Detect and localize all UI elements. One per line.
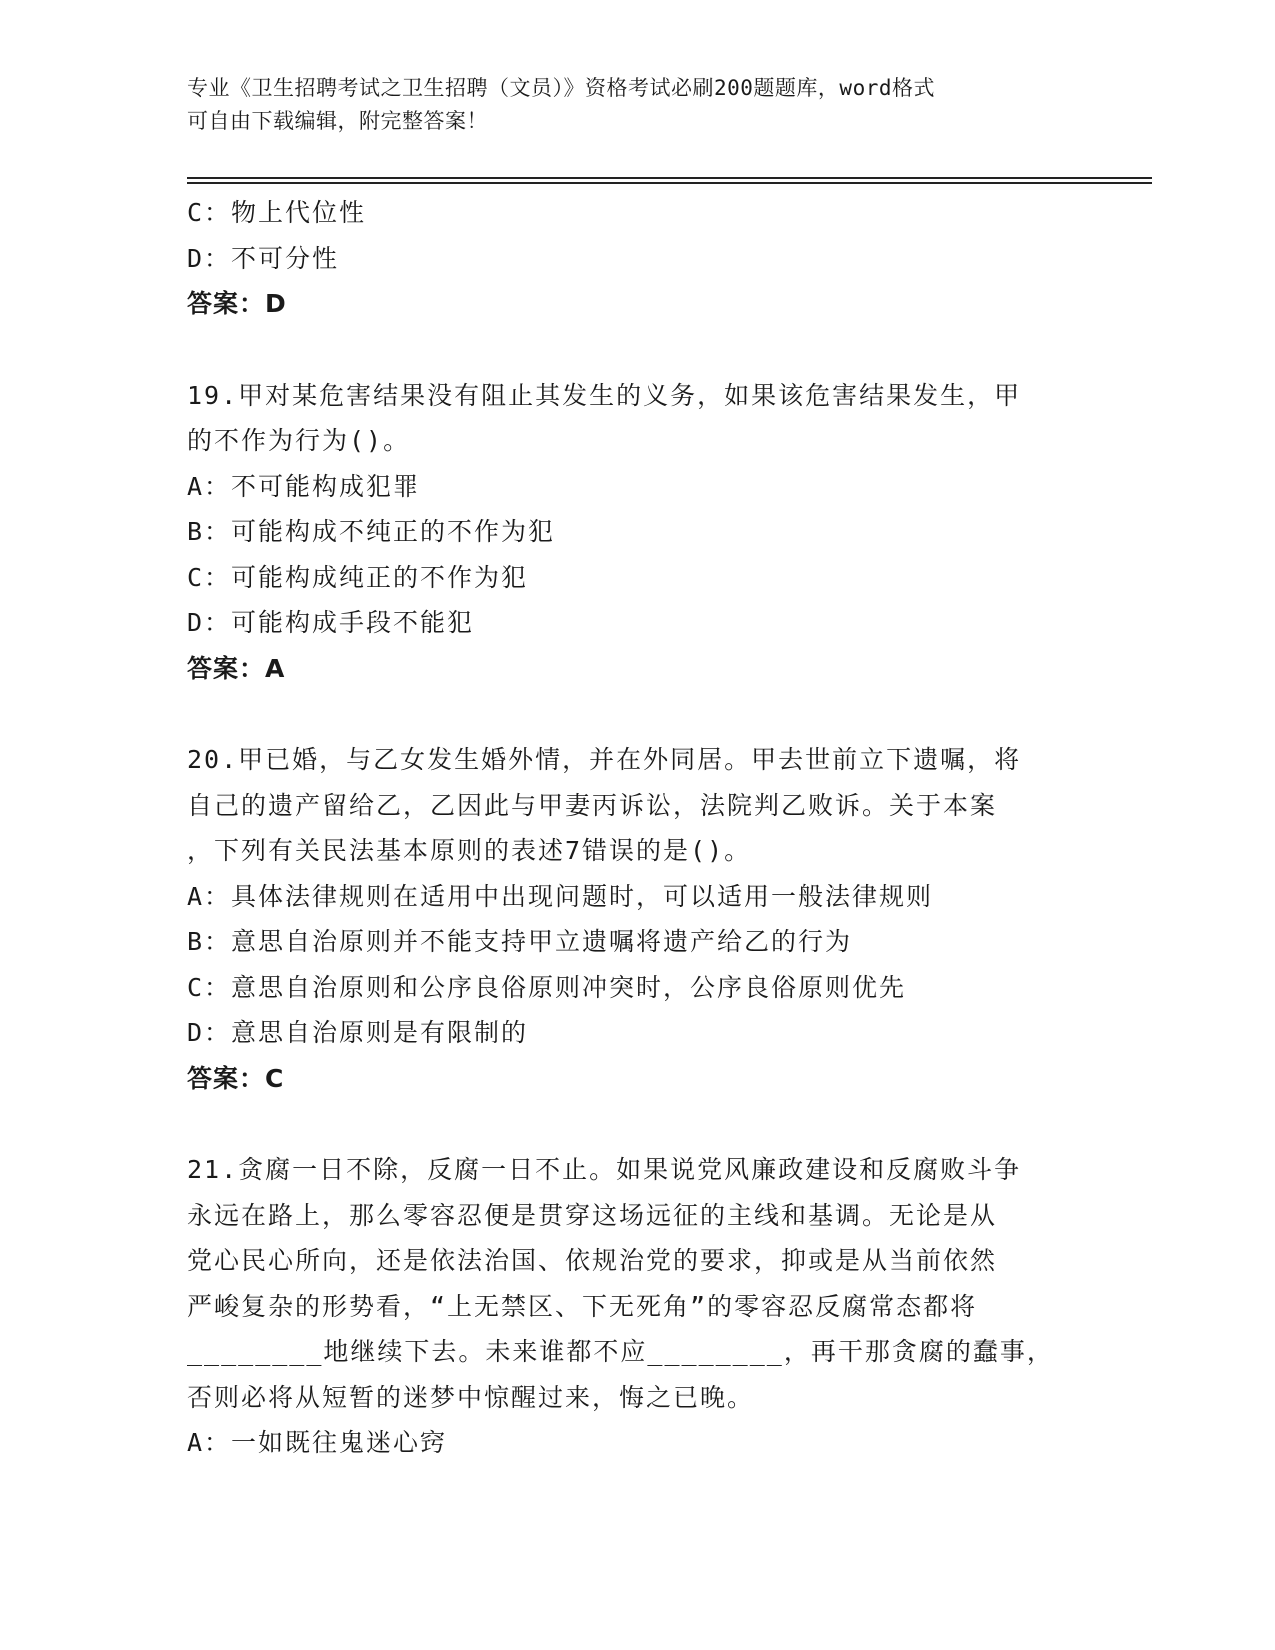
document-body bbox=[187, 190, 1067, 1466]
question-text: 自己的遗产留给乙，乙因此与甲妻丙诉讼，法院判乙败诉。关于本案 bbox=[187, 790, 998, 820]
header-line-2: 可自由下载编辑，附完整答案！ bbox=[187, 109, 488, 133]
option-a: A：具体法律规则在适用中出现问题时，可以适用一般法律规则 bbox=[187, 881, 934, 911]
answer: 答案：C bbox=[187, 1063, 285, 1093]
option-c: C：物上代位性 bbox=[187, 198, 367, 227]
option-a: A：一如既往鬼迷心窍 bbox=[187, 1428, 448, 1457]
option-b: B：可能构成不纯正的不作为犯 bbox=[187, 517, 556, 546]
question-text: 否则必将从短暂的迷梦中惊醒过来，悔之已晚。 bbox=[187, 1382, 755, 1412]
question-text: 的不作为行为()。 bbox=[187, 426, 411, 455]
option-a: A：不可能构成犯罪 bbox=[187, 471, 421, 501]
option-d: D：意思自治原则是有限制的 bbox=[187, 1018, 529, 1047]
question-text: 永远在路上，那么零容忍便是贯穿这场远征的主线和基调。无论是从 bbox=[187, 1200, 998, 1230]
question-text: ，下列有关民法基本原则的表述7错误的是()。 bbox=[187, 836, 752, 865]
header-divider-top bbox=[187, 177, 1152, 179]
option-c: C：可能构成纯正的不作为犯 bbox=[187, 562, 529, 592]
answer: 答案：A bbox=[187, 653, 286, 683]
option-d: D：不可分性 bbox=[187, 243, 340, 273]
previous-question-tail bbox=[187, 190, 1067, 327]
header-divider-bottom bbox=[187, 182, 1152, 184]
question-text: 严峻复杂的形势看，“上无禁区、下无死角”的零容忍反腐常态都将 bbox=[187, 1291, 978, 1321]
question-text: 21.贪腐一日不除，反腐一日不止。如果说党风廉政建设和反腐败斗争 bbox=[187, 1155, 1022, 1184]
option-b: B：意思自治原则并不能支持甲立遗嘱将遗产给乙的行为 bbox=[187, 927, 853, 956]
option-c: C：意思自治原则和公序良俗原则冲突时，公序良俗原则优先 bbox=[187, 972, 907, 1002]
question-text: 19.甲对某危害结果没有阻止其发生的义务，如果该危害结果发生，甲 bbox=[187, 380, 1022, 410]
question-text: ________地继续下去。未来谁都不应________，再干那贪腐的蠢事， bbox=[187, 1337, 1054, 1366]
answer: 答案：D bbox=[187, 289, 287, 318]
question-20 bbox=[187, 737, 1067, 1101]
question-text: 党心民心所向，还是依法治国、依规治党的要求，抑或是从当前依然 bbox=[187, 1246, 998, 1275]
question-19 bbox=[187, 373, 1067, 692]
question-21 bbox=[187, 1147, 1067, 1466]
header-line-1: 专业《卫生招聘考试之卫生招聘（文员）》资格考试必刷200题题库，word格式 bbox=[187, 76, 935, 100]
option-d: D：可能构成手段不能犯 bbox=[187, 608, 475, 637]
question-text: 20.甲已婚，与乙女发生婚外情，并在外同居。甲去世前立下遗嘱，将 bbox=[187, 745, 1022, 774]
document-header bbox=[187, 72, 1087, 138]
